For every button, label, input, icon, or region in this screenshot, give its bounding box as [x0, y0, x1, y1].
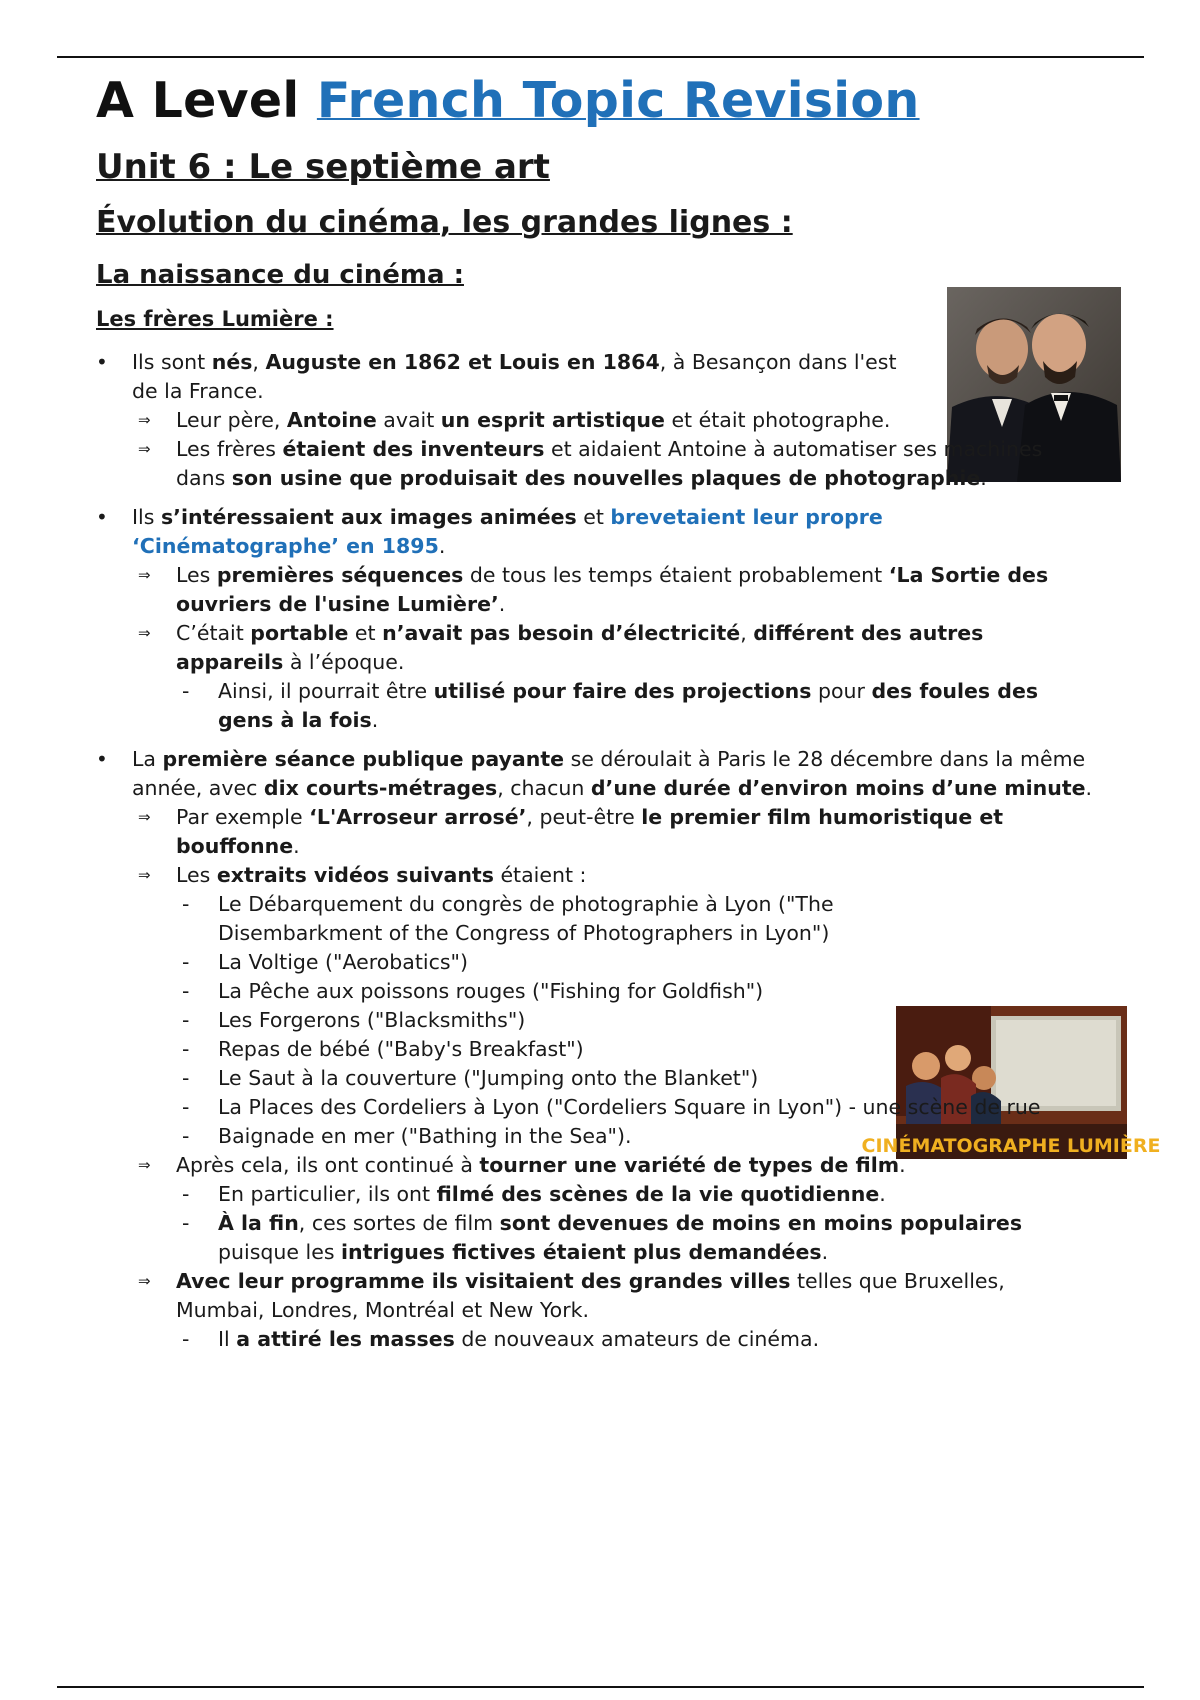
sub-bullet-portable: ⇒ C’était portable et n’avait pas besoin d’électricité, différent des autres appareils à l’époque.: [96, 619, 1096, 677]
section-heading: Évolution du cinéma, les grandes lignes :: [96, 205, 793, 240]
sub-bullet-first-sequences: ⇒ Les premières séquences de tous les temps étaient probablement ‘La Sortie des ouvriers de l'usine Lumière’.: [96, 561, 1096, 619]
topic-heading: Les frères Lumière :: [96, 307, 334, 331]
film-item: - Les Forgerons ("Blacksmiths"): [96, 1006, 1096, 1035]
sub-bullet-extracts: ⇒ Les extraits vidéos suivants étaient :: [96, 861, 1096, 890]
bottom-rule: [57, 1686, 1144, 1688]
sub-sub-bullet-less-popular: - À la fin, ces sortes de film sont devenues de moins en moins populaires puisque les intrigues fictives étaient plus demandées.: [96, 1209, 1096, 1267]
unit-heading: Unit 6 : Le septième art: [96, 147, 550, 187]
sub-sub-bullet-daily-life: - En particulier, ils ont filmé des scènes de la vie quotidienne.: [96, 1180, 1096, 1209]
film-item: - La Pêche aux poissons rouges ("Fishing for Goldfish"): [96, 977, 878, 1006]
film-item: - Le Saut à la couverture ("Jumping onto the Blanket"): [96, 1064, 1096, 1093]
title-part1: A Level: [96, 72, 317, 129]
sub-bullet-inventors: ⇒ Les frères étaient des inventeurs et aidaient Antoine à automatiser ses machines dans son usine que produisait des nouvelles plaques de photographie.: [96, 435, 1096, 493]
sub-sub-bullet-projections: - Ainsi, il pourrait être utilisé pour faire des projections pour des foules des gens à la fois.: [96, 677, 1096, 735]
film-item: - Le Débarquement du congrès de photographie à Lyon ("The Disembarkment of the Congress of Photographers in Lyon"): [96, 890, 878, 948]
sub-bullet-father: ⇒ Leur père, Antoine avait un esprit artistique et était photographe.: [96, 406, 916, 435]
bullet-first-screening: • La première séance publique payante se déroulait à Paris le 28 décembre dans la même année, avec dix courts-métrages, chacun d’une durée d’environ moins d’une minute.: [96, 745, 1096, 803]
film-item: - Repas de bébé ("Baby's Breakfast"): [96, 1035, 1096, 1064]
film-item: - Baignade en mer ("Bathing in the Sea").: [96, 1122, 1096, 1151]
subsection-heading: La naissance du cinéma :: [96, 260, 464, 290]
sub-bullet-arroseur: ⇒ Par exemple ‘L'Arroseur arrosé’, peut-être le premier film humoristique et bouffonne.: [96, 803, 1096, 861]
title-part2: French Topic Revision: [316, 72, 920, 129]
sub-bullet-tour-cities: ⇒ Avec leur programme ils visitaient des grandes villes telles que Bruxelles, Mumbai, Londres, Montréal et New York.: [96, 1267, 1096, 1325]
page-title: [96, 72, 1136, 130]
film-item: - La Places des Cordeliers à Lyon ("Cordeliers Square in Lyon") - une scène de rue: [96, 1093, 1096, 1122]
film-item: - La Voltige ("Aerobatics"): [96, 948, 878, 977]
top-rule: [57, 56, 1144, 58]
poster-lettering: CINÉMATOGRAPHE LUMIÈRE: [861, 1135, 1161, 1157]
sub-bullet-variety: ⇒ Après cela, ils ont continué à tourner une variété de types de film.: [96, 1151, 1096, 1180]
sub-sub-bullet-masses: - Il a attiré les masses de nouveaux amateurs de cinéma.: [96, 1325, 1096, 1354]
bullet-cinematographe: • Ils s’intéressaient aux images animées et brevetaient leur propre ‘Cinématographe’ en 1895.: [96, 503, 1096, 561]
document-page: [96, 72, 1136, 1354]
bullet-birth: • Ils sont nés, Auguste en 1862 et Louis en 1864, à Besançon dans l'est de la France.: [96, 348, 916, 406]
